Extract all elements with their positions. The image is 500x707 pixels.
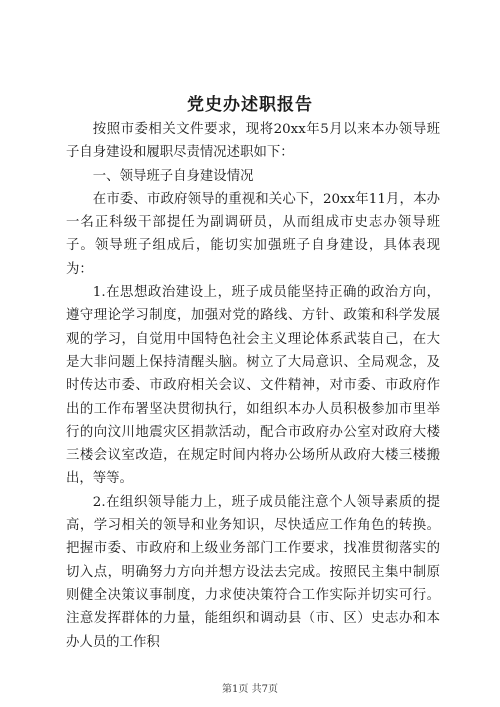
paragraph-item-1: 1.在思想政治建设上，班子成员能坚持正确的政治方向，遵守理论学习制度，加强对党的路线、方针、政策和科学发展观的学习，自觉用中国特色社会主义理论体系武装自己，在大是大非问题上保持清醒头脑。树立了大局意识、全局观念，及时传达市委、市政府相关会议、文件精神，对市委、市政府作出的工作布署坚决贯彻执行，如组织本办人员积极参加市里举行的向汶川地震灾区捐款活动，配合市政府办公室对政府大楼三楼会议室改造，在规定时间内将办公场所从政府大楼三楼搬出，等等。 bbox=[66, 285, 440, 487]
paragraph-background: 在市委、市政府领导的重视和关心下，20xx年11月，本办一名正科级干部提任为副调研员，从而组成市史志办领导班子。领导班子组成后，能切实加强班子自身建设，具体表现为： bbox=[66, 191, 440, 277]
section-heading-1: 一、领导班子自身建设情况 bbox=[92, 168, 254, 184]
paragraph-item-2: 2.在组织领导能力上，班子成员能注意个人领导素质的提高，学习相关的领导和业务知识，尽快适应工作角色的转换。把握市委、市政府和上级业务部门工作要求，找准贯彻落实的切入点，明确努力方向并想方设法去完成。按照民主集中制原则健全决策议事制度，力求使决策符合工作实际并切实可行。注意发挥群体的力量，能组织和调动县（市、区）史志办和本办人员的工作积 bbox=[66, 494, 440, 650]
document-body bbox=[66, 118, 440, 654]
paragraph-intro: 按照市委相关文件要求，现将20xx年5月以来本办领导班子自身建设和履职尽责情况述职如下： bbox=[66, 122, 440, 161]
document-title: 党史办述职报告 bbox=[187, 95, 313, 115]
page-footer: 第1页 共7页 bbox=[222, 684, 278, 695]
